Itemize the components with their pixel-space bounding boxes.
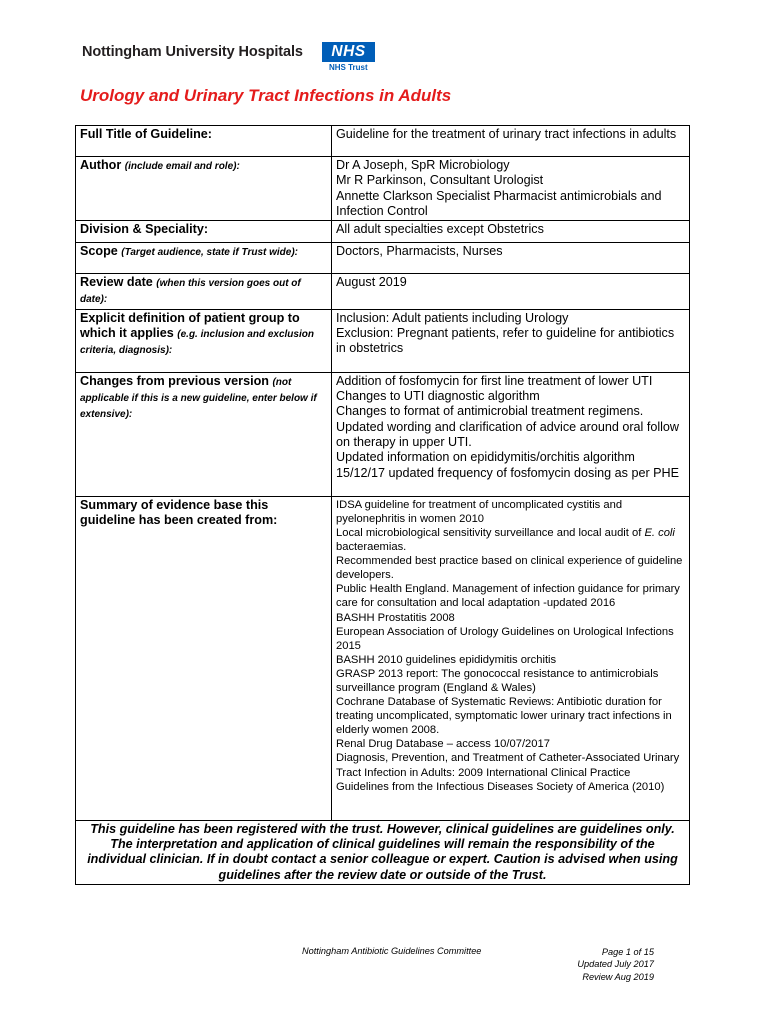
changes-label-cell: [76, 372, 332, 496]
value-line: Public Health England. Management of infection guidance for primary care for consultation and local adaptation -updated 2016: [336, 583, 680, 610]
row-note: (include email and role):: [124, 161, 240, 172]
value-line: IDSA guideline for treatment of uncomplicated cystitis and pyelonephritis in women 2010: [336, 498, 623, 525]
page-number: Page 1 of 15: [601, 947, 654, 957]
table-row: [76, 243, 690, 274]
value-line: Inclusion: Adult patients including Urology: [336, 310, 569, 325]
disclaimer-text: This guideline has been registered with the trust. However, clinical guidelines are guidelines only. The interpretation and application of clinical guidelines will remain the responsibility of the individual clinician. If in doubt contact a senior colleague or expert. Caution is advised when using guidelines after the review date or outside of the Trust.: [87, 821, 678, 882]
row-label: Full Title of Guideline:: [80, 127, 213, 141]
disclaimer-cell: [76, 820, 690, 884]
organism-name: E. coli: [644, 526, 675, 539]
changes-value-cell: [332, 372, 690, 496]
value-line: Mr R Parkinson, Consultant Urologist: [336, 173, 544, 188]
row-note: (when this version goes out of date):: [80, 278, 301, 306]
row-label: Explicit definition of patient group to which it applies: [80, 310, 300, 341]
evidence-label-cell: [76, 496, 332, 820]
row-note: (not applicable if this is a new guideline, enter below if extensive):: [80, 376, 317, 421]
row-label: Author: [80, 158, 122, 172]
table-row: [76, 157, 690, 221]
row-label: Scope: [80, 244, 118, 259]
value-line: Renal Drug Database – access 10/07/2017: [336, 738, 550, 751]
value-line: 15/12/17 updated frequency of fosfomycin dosing as per PHE: [336, 465, 680, 480]
organisation-name: Nottingham University Hospitals: [82, 44, 303, 60]
footer-committee: Nottingham Antibiotic Guidelines Committee: [302, 946, 482, 956]
table-row: [76, 496, 690, 820]
trust-label: NHS Trust: [329, 63, 368, 72]
table-row: [76, 274, 690, 310]
value-line: Addition of fosfomycin for first line treatment of lower UTI: [336, 373, 653, 388]
row-note: (e.g. inclusion and exclusion criteria, diagnosis):: [80, 329, 314, 357]
value-line: Diagnosis, Prevention, and Treatment of Catheter-Associated Urinary Tract Infection in Adults: 2009 International Clinical Practice Guidelines from the Infectious Diseases Society of America (2010): [336, 752, 680, 793]
table-row: [76, 372, 690, 496]
division-value-cell: [332, 221, 690, 243]
value-line: Cochrane Database of Systematic Reviews: Antibiotic duration for treating uncomplicated, symptomatic lower urinary tract infections in elderly women 2008.: [336, 696, 672, 737]
row-label: Changes from previous version: [80, 373, 269, 388]
author-value-cell: [332, 157, 690, 221]
review-date-label-cell: [76, 274, 332, 310]
table-row: [76, 126, 690, 157]
value-line: Updated information on epididymitis/orchitis algorithm: [336, 450, 635, 465]
value-line: Dr A Joseph, SpR Microbiology: [336, 158, 510, 172]
value-line: Changes to UTI diagnostic algorithm: [336, 389, 540, 404]
table-row: [76, 820, 690, 884]
value-line: Doctors, Pharmacists, Nurses: [336, 244, 503, 259]
value-line: Annette Clarkson Specialist Pharmacist antimicrobials and Infection Control: [336, 188, 662, 218]
value-line: Local microbiological sensitivity surveillance and local audit of E. coli bacteraemias.: [336, 526, 675, 554]
document-title: Urology and Urinary Tract Infections in Adults: [80, 86, 452, 105]
patient-group-label-cell: [76, 309, 332, 372]
value-line: Recommended best practice based on clinical experience of guideline developers.: [336, 555, 683, 582]
full-title-label-cell: [76, 126, 332, 157]
row-label: Division & Speciality:: [80, 222, 209, 237]
evidence-value-cell: [332, 496, 690, 820]
footer-page-info: [577, 946, 654, 983]
value-line: BASHH Prostatitis 2008: [336, 611, 455, 624]
author-label-cell: [76, 157, 332, 221]
nhs-logo: NHS: [322, 42, 375, 62]
value-line: All adult specialties except Obstetrics: [336, 222, 544, 237]
page-header: [82, 42, 382, 72]
patient-group-value-cell: [332, 309, 690, 372]
guideline-info-table: [75, 125, 690, 885]
value-line: BASHH 2010 guidelines epididymitis orchitis: [336, 653, 557, 666]
row-label: Summary of evidence base this guideline has been created from:: [80, 497, 278, 528]
value-line: August 2019: [336, 275, 407, 290]
row-label: Review date: [80, 275, 153, 290]
value-line: Guideline for the treatment of urinary tract infections in adults: [336, 127, 677, 141]
value-line: Updated wording and clarification of advice around oral follow on therapy in upper UTI.: [336, 419, 680, 449]
table-row: [76, 309, 690, 372]
table-row: [76, 221, 690, 243]
value-line: Changes to format of antimicrobial treatment regimens.: [336, 404, 644, 419]
value-line: GRASP 2013 report: The gonococcal resistance to antimicrobials surveillance program (England & Wales): [336, 667, 659, 694]
review-date-value-cell: [332, 274, 690, 310]
division-label-cell: [76, 221, 332, 243]
row-note: (Target audience, state if Trust wide):: [121, 247, 298, 259]
value-line: European Association of Urology Guidelines on Urological Infections 2015: [336, 625, 674, 652]
updated-date: Updated July 2017: [577, 959, 654, 970]
scope-label-cell: [76, 243, 332, 274]
scope-value-cell: [332, 243, 690, 274]
review-date-footer: Review Aug 2019: [582, 971, 654, 982]
value-line: Exclusion: Pregnant patients, refer to guideline for antibiotics in obstetrics: [336, 326, 675, 356]
full-title-value-cell: [332, 126, 690, 157]
